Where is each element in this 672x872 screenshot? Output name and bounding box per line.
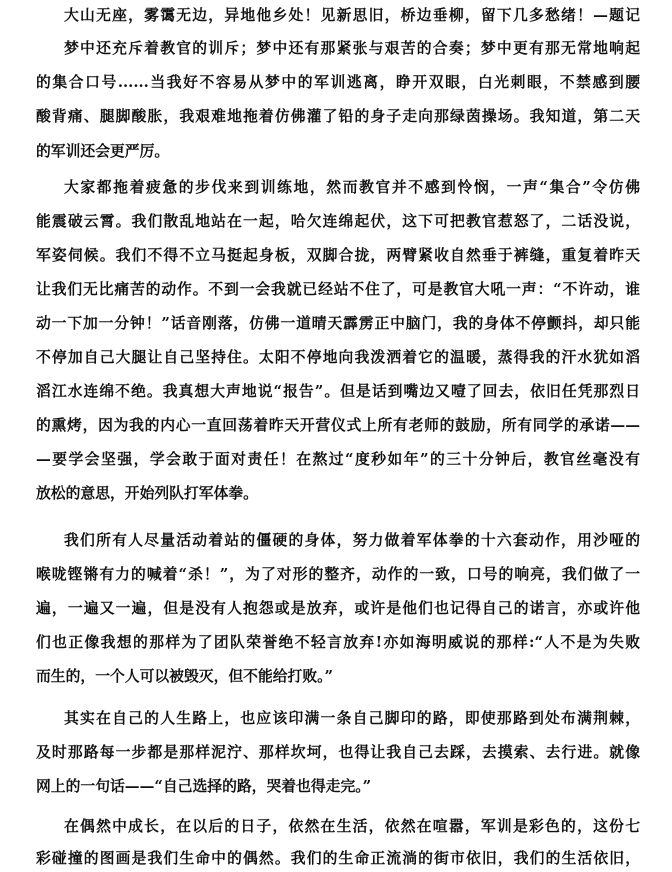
text-line: 酸背痛、腿脚酸胀，我艰难地拖着仿佛灌了铅的身子走向那绿茵操场。我知道，第二天 [36,108,640,125]
text-line: 在偶然中成长，在以后的日子，依然在生活，依然在喧嚣，军训是彩色的，这份七 [64,818,640,835]
text-line: 我们所有人尽量活动着站的僵硬的身体，努力做着军体拳的十六套动作，用沙哑的 [64,532,640,549]
text-line: 大家都拖着疲惫的步伐来到训练地，然而教官并不感到怜悯，一声“集合”令仿佛 [64,179,640,196]
text-line: 网上的一句话——“自己选择的路，哭着也得走完。” [36,778,372,795]
text-line: 滔江水连绵不绝。我真想大声地说“报告”。但是话到嘴边又噎了回去，依旧任凭那烈日 [36,383,640,400]
text-line: 不停加自己大腿让自己坚持住。太阳不停地向我泼洒着它的温暖，蒸得我的汗水犹如滔 [36,349,640,366]
text-line: 及时那路每一步都是那样泥泞、那样坎坷，也得让我自己去踩，去摸索、去行进。就像 [36,744,640,761]
text-line: 动一下加一分钟！”话音刚落，仿佛一道晴天霹雳正中脑门，我的身体不停颤抖，却只能 [36,315,640,332]
text-line: 喉咙铿锵有力的喊着“杀！”，为了对形的整齐，动作的一致，口号的响亮，我们做了一 [36,566,640,583]
text-line: 军姿伺候。我们不得不立马挺起身板，双脚合拢，两臂紧收自然垂于裤缝，重复着昨天 [36,247,640,264]
text-line: 能震破云霄。我们散乱地站在一起，哈欠连绵起伏，这下可把教官惹怒了，二话没说， [36,213,640,230]
text-line: 梦中还充斥着教官的训斥；梦中还有那紧张与艰苦的合奏；梦中更有那无常地响起 [64,40,640,57]
text-line: —要学会坚强，学会敢于面对责任！在熬过“度秒如年”的三十分钟后，教官丝毫没有 [36,451,640,468]
text-line: 彩碰撞的图画是我们生命中的偶然。我们的生命正流淌的街市依旧，我们的生活依旧， [36,850,640,867]
text-line: 放松的意思，开始列队打军体拳。 [36,485,258,502]
text-line: 们也正像我想的那样为了团队荣誉绝不轻言放弃!亦如海明威说的那样:“人不是为失败 [36,634,640,651]
text-line: 的军训还会更严厉。 [36,143,170,160]
text-line: 让我们无比痛苦的动作。不到一会我就已经站不住了，可是教官大吼一声：“不许动，谁 [36,281,640,298]
text-line: 其实在自己的人生路上，也应该印满一条自己脚印的路，即使那路到处布满荆棘， [64,710,640,727]
text-line: 大山无座，雾霭无边，异地他乡处！见新思旧，桥边垂柳，留下几多愁绪！—题记 [64,7,640,24]
text-line: 的熏烤，因为我的内心一直回荡着昨天开营仪式上所有老师的鼓励，所有同学的承诺—— [36,417,640,434]
text-line: 而生的，一个人可以被毁灭，但不能给打败。” [36,668,334,685]
text-line: 遍，一遍又一遍，但是没有人抱怨或是放弃，或许是他们也记得自己的诺言，亦或许他 [36,600,640,617]
text-line: 的集合口号......当我好不容易从梦中的军训逃离，睁开双眼，白光刺眼，不禁感到腰 [36,74,640,91]
